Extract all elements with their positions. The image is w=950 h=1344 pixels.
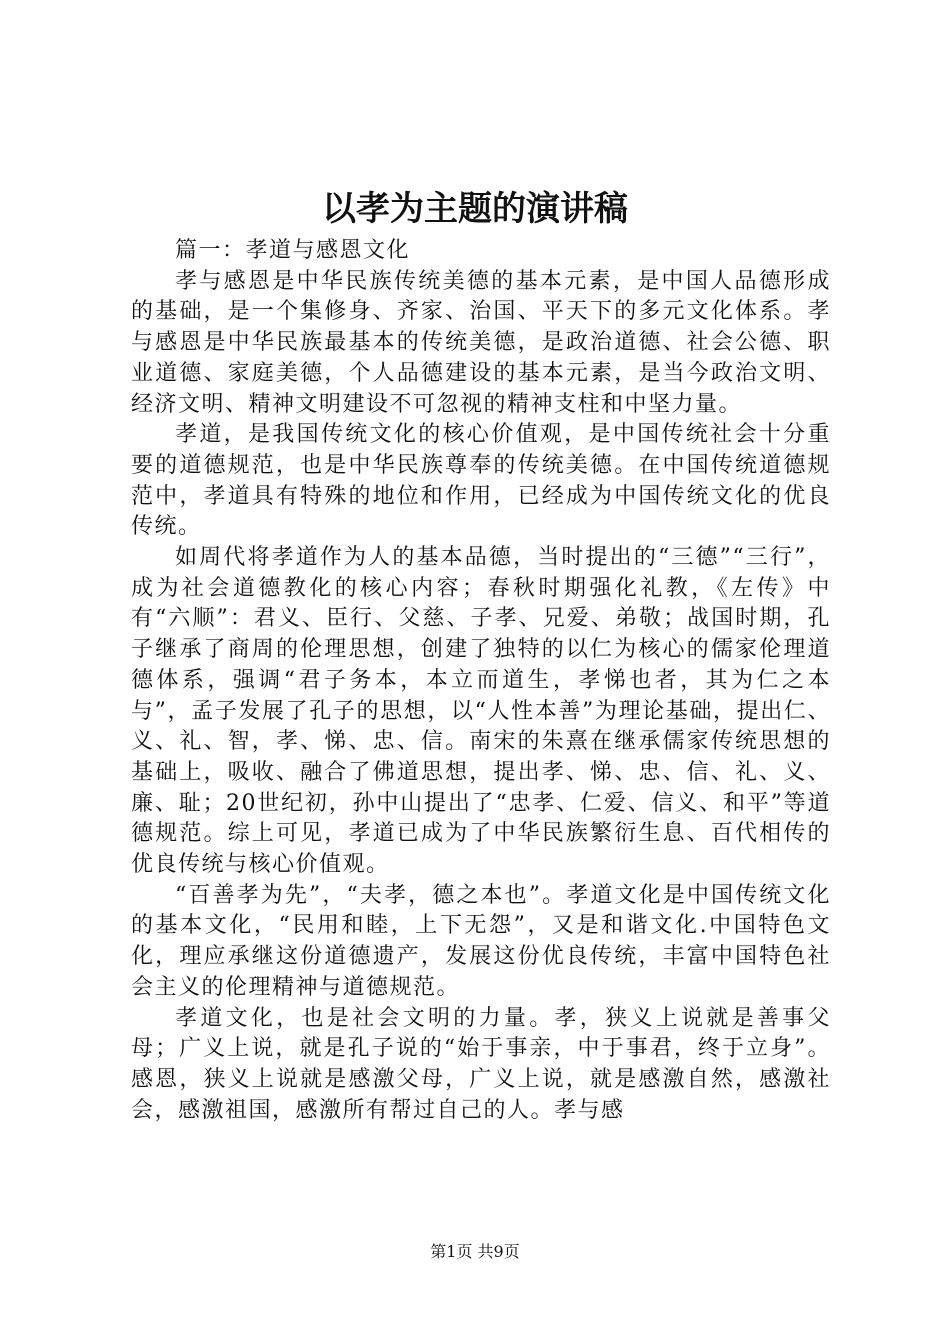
document-body — [131, 236, 831, 1126]
paragraph: 孝道，是我国传统文化的核心价值观，是中国传统社会十分重要的道德规范，也是中华民族尊奉的传统美德。在中国传统道德规范中，孝道具有特殊的地位和作用，已经成为中国传统文化的优良传统。 — [131, 422, 831, 540]
paragraph: 孝道文化，也是社会文明的力量。孝，狭义上说就是善事父母；广义上说，就是孔子说的“始于事亲，中于事君，终于立身”。感恩，狭义上说就是感激父母，广义上说，就是感激自然，感激社会，感激祖国，感激所有帮过自己的人。孝与感 — [131, 1005, 831, 1123]
paragraph: “百善孝为先”，“夫孝，德之本也”。孝道文化是中国传统文化的基本文化，“民用和睦，上下无怨”，又是和谐文化.中国特色文化，理应承继这份道德遗产，发展这份优良传统，丰富中国特色社会主义的伦理精神与道德规范。 — [131, 882, 831, 1000]
document-title: 以孝为主题的演讲稿 — [322, 189, 628, 229]
section-heading: 篇一：孝道与感恩文化 — [175, 238, 411, 263]
page-footer: 第1页 共9页 — [430, 1242, 520, 1261]
paragraph: 如周代将孝道作为人的基本品德，当时提出的“三德”“三行”，成为社会道德教化的核心内容；春秋时期强化礼教，《左传》中有“六顺”：君义、臣行、父慈、子孝、兄爱、弟敬；战国时期，孔子继承了商周的伦理思想，创建了独特的以仁为核心的儒家伦理道德体系，强调“君子务本，本立而道生，孝悌也者，其为仁之本与”，孟子发展了孔子的思想，以“人性本善”为理论基础，提出仁、义、礼、智，孝、悌、忠、信。南宋的朱熹在继承儒家传统思想的基础上，吸收、融合了佛道思想，提出孝、悌、忠、信、礼、义、廉、耻；20世纪初，孙中山提出了“忠孝、仁爱、信义、和平”等道德规范。综上可见，孝道已成为了中华民族繁衍生息、百代相传的优良传统与核心价值观。 — [131, 545, 831, 878]
paragraph: 孝与感恩是中华民族传统美德的基本元素，是中国人品德形成的基础，是一个集修身、齐家、治国、平天下的多元文化体系。孝与感恩是中华民族最基本的传统美德，是政治道德、社会公德、职业道德、家庭美德，个人品德建设的基本元素，是当今政治文明、经济文明、精神文明建设不可忽视的精神支柱和中坚力量。 — [131, 268, 831, 417]
